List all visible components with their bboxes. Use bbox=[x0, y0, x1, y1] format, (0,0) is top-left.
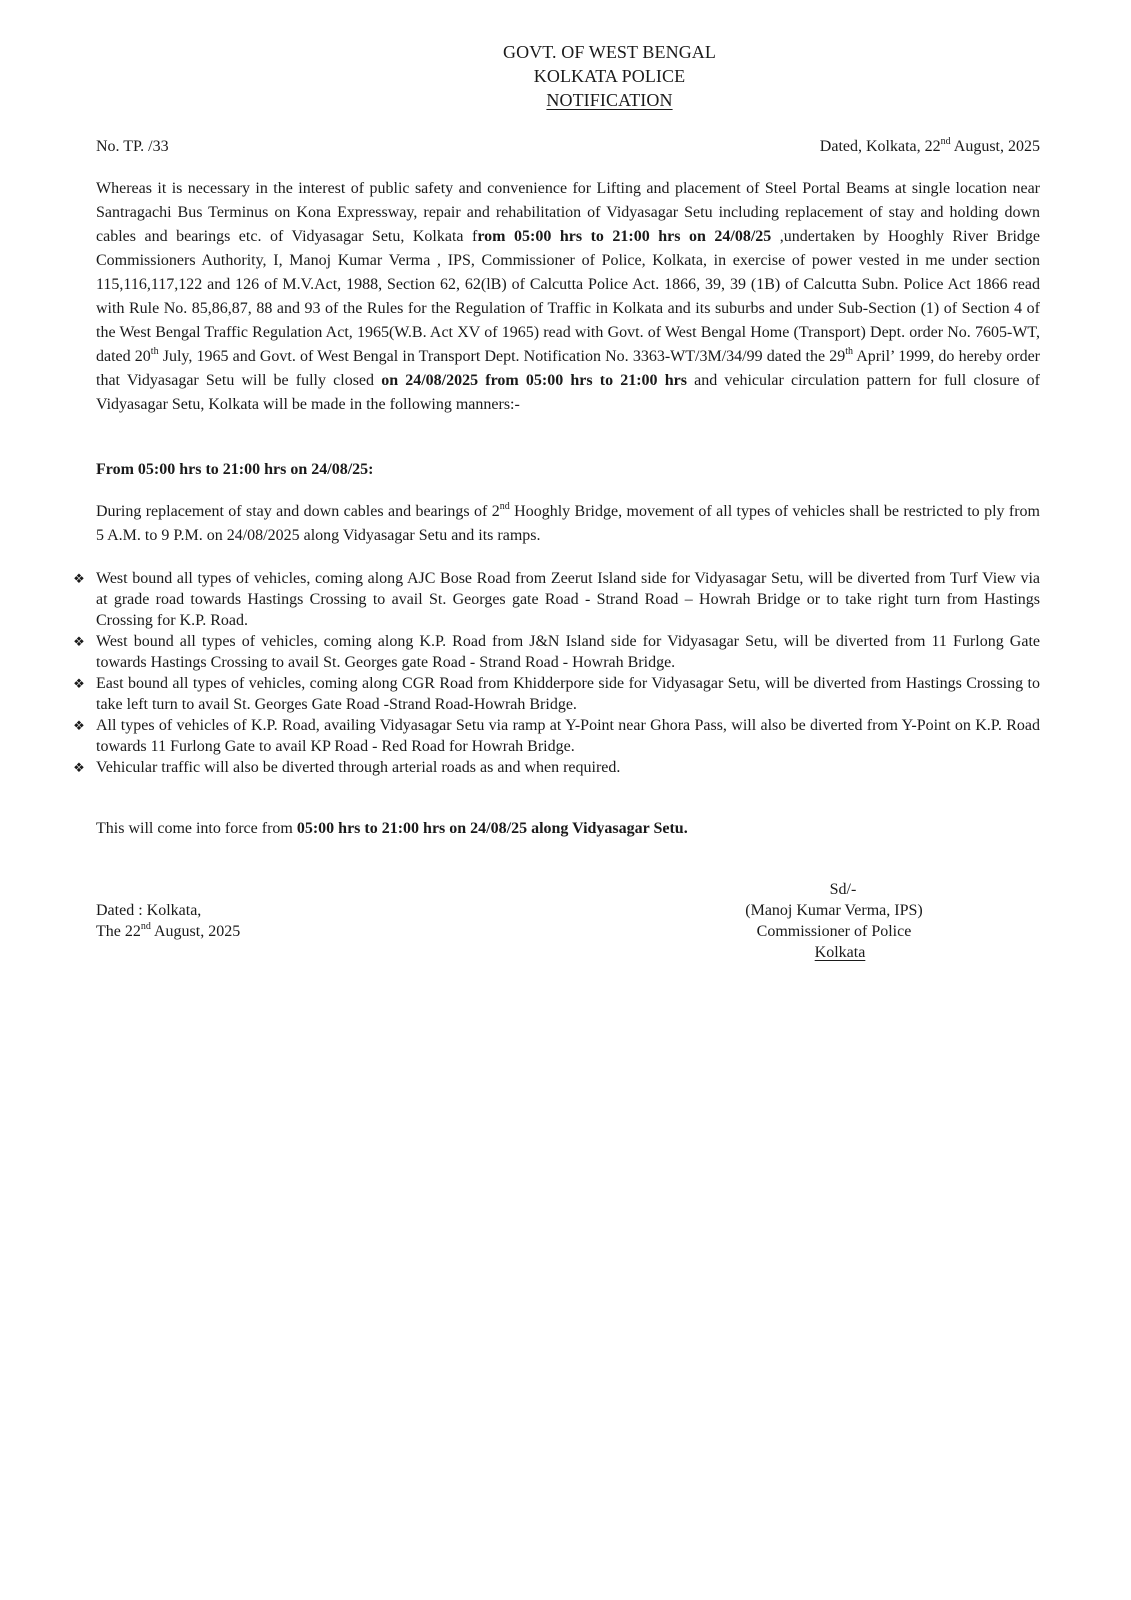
preamble-text: ,undertaken by Hooghly River Bridge Commissioners Authority, I, Manoj Kumar Verma , IPS, Commissioner of Police, Kolkata, in exercise of power vested in me under section 115,116,117,122 and 126 of M.V.Act, 1988, Section 62, 62(lB) of Calcutta Police Act. 1866, 39, 39 (1B) of Calcutta Subn. Police Act 1866 read with Rule No. 85,86,87, 88 and 93 of the Rules for the Regulation of Traffic in Kolkata and its suburbs and under Sub-Section (1) of Section 4 of the West Bengal Traffic Regulation Act, 1965(W.B. Act XV of 1965) read with Govt. of West Bengal Home (Transport) Dept. order No. 7605-WT, dated 20 bbox=[96, 228, 1040, 365]
diamond-bullet-icon: ❖ bbox=[73, 634, 85, 649]
list-item bbox=[70, 715, 1040, 757]
preamble-paragraph bbox=[96, 177, 1040, 417]
preamble-text: and vehicular circulation pattern for full closure of Vidyasagar Setu, Kolkata will be made in the following manners:- bbox=[96, 372, 1040, 413]
ordinal-suffix: th bbox=[150, 345, 159, 357]
preamble-text: July, 1965 and Govt. of West Bengal in Transport Dept. Notification No. 3363-WT/3M/34/99 dated the 29 bbox=[158, 348, 846, 365]
restriction-text: During replacement of stay and down cables and bearings of 2 bbox=[96, 503, 500, 520]
diversion-text: East bound all types of vehicles, coming along CGR Road from Khidderpore side for Vidyasagar Setu, will be diverted from Hastings Crossing to take left turn to avail St. Georges Gate Road -Strand Road-Howrah Bridge. bbox=[96, 675, 1040, 713]
section-heading: From 05:00 hrs to 21:00 hrs on 24/08/25: bbox=[96, 461, 374, 478]
ordinal-suffix: nd bbox=[140, 920, 151, 932]
reference-number: No. TP. /33 bbox=[96, 138, 169, 155]
signature-block bbox=[724, 879, 944, 963]
list-item bbox=[70, 631, 1040, 673]
restriction-text: Hooghly Bridge, movement of all types of vehicles shall be restricted to ply from 5 A.M. to 9 P.M. on 24/08/2025 along Vidyasagar Setu and its ramps. bbox=[96, 503, 1041, 544]
signature-mark: Sd/- bbox=[829, 881, 857, 898]
diversion-text: All types of vehicles of K.P. Road, availing Vidyasagar Setu via ramp at Y-Point near Ghora Pass, will also be diverted from Y-Point on K.P. Road towards 11 Furlong Gate to avail KP Road - Red Road for Howrah Bridge. bbox=[96, 717, 1040, 755]
enforcement-text: This will come into force from bbox=[96, 820, 297, 837]
enforcement-period: 05:00 hrs to 21:00 hrs on 24/08/25 along Vidyasagar Setu. bbox=[296, 820, 688, 837]
diversion-text: West bound all types of vehicles, coming along K.P. Road from J&N Island side for Vidyasagar Setu, will be diverted from 11 Furlong Gate towards Hastings Crossing to avail St. Georges gate Road - Strand Road - Howrah Bridge. bbox=[96, 633, 1040, 671]
footer-date-block bbox=[96, 900, 240, 942]
restriction-paragraph bbox=[96, 500, 1040, 548]
diamond-bullet-icon: ❖ bbox=[73, 718, 85, 733]
signatory-title: Commissioner of Police bbox=[756, 923, 912, 940]
ordinal-suffix: th bbox=[845, 345, 853, 357]
diamond-bullet-icon: ❖ bbox=[73, 760, 85, 775]
preamble-closure-time: rom 05:00 hrs to 21:00 hrs on 24/08/25 bbox=[477, 228, 772, 245]
list-item bbox=[70, 568, 1040, 631]
footer-date bbox=[96, 921, 240, 942]
footer-date-month-year: August, 2025 bbox=[150, 923, 241, 940]
department-title: KOLKATA POLICE bbox=[533, 66, 686, 86]
diamond-bullet-icon: ❖ bbox=[73, 676, 85, 691]
list-item bbox=[70, 673, 1040, 715]
diversion-list bbox=[70, 568, 1040, 778]
signatory-name: (Manoj Kumar Verma, IPS) bbox=[745, 902, 923, 919]
preamble-text: April’ 1999, do hereby order that Vidyasagar Setu will be fully closed bbox=[96, 348, 1040, 389]
list-item bbox=[70, 757, 1040, 778]
letterhead bbox=[44, 40, 1131, 112]
issue-date bbox=[820, 137, 1040, 157]
footer-date-day: The 22 bbox=[96, 923, 141, 940]
ordinal-suffix: nd bbox=[499, 500, 510, 512]
diversion-text: Vehicular traffic will also be diverted through arterial roads as and when required. bbox=[96, 759, 621, 776]
closure-date-time: on 24/08/2025 from 05:00 hrs to 21:00 hrs bbox=[381, 372, 687, 389]
preamble-text: Whereas it is necessary in the interest of public safety and convenience for Lifting and placement of Steel Portal Beams at single location near Santragachi Bus Terminus on Kona Expressway, repair and rehabilitation of Vidyasagar Setu including replacement of stay and holding down cables and bearings etc. of Vidyasagar Setu, Kolkata f bbox=[96, 180, 1040, 245]
enforcement-statement bbox=[96, 817, 688, 841]
footer-place: Dated : Kolkata, bbox=[96, 902, 202, 919]
notification-title: NOTIFICATION bbox=[546, 90, 673, 110]
govt-title: GOVT. OF WEST BENGAL bbox=[503, 42, 716, 62]
diamond-bullet-icon: ❖ bbox=[73, 571, 85, 586]
issue-date-suffix: nd bbox=[940, 135, 951, 147]
issue-date-month-year: August, 2025 bbox=[950, 138, 1040, 155]
diversion-text: West bound all types of vehicles, coming along AJC Bose Road from Zeerut Island side for Vidyasagar Setu, will be diverted from Turf View via at grade road towards Hastings Crossing to avail St. Georges gate Road - Strand Road – Howrah Bridge or to take right turn from Hastings Crossing for K.P. Road. bbox=[96, 570, 1040, 629]
issue-date-day: Dated, Kolkata, 22 bbox=[819, 138, 941, 155]
signatory-city: Kolkata bbox=[814, 944, 866, 961]
